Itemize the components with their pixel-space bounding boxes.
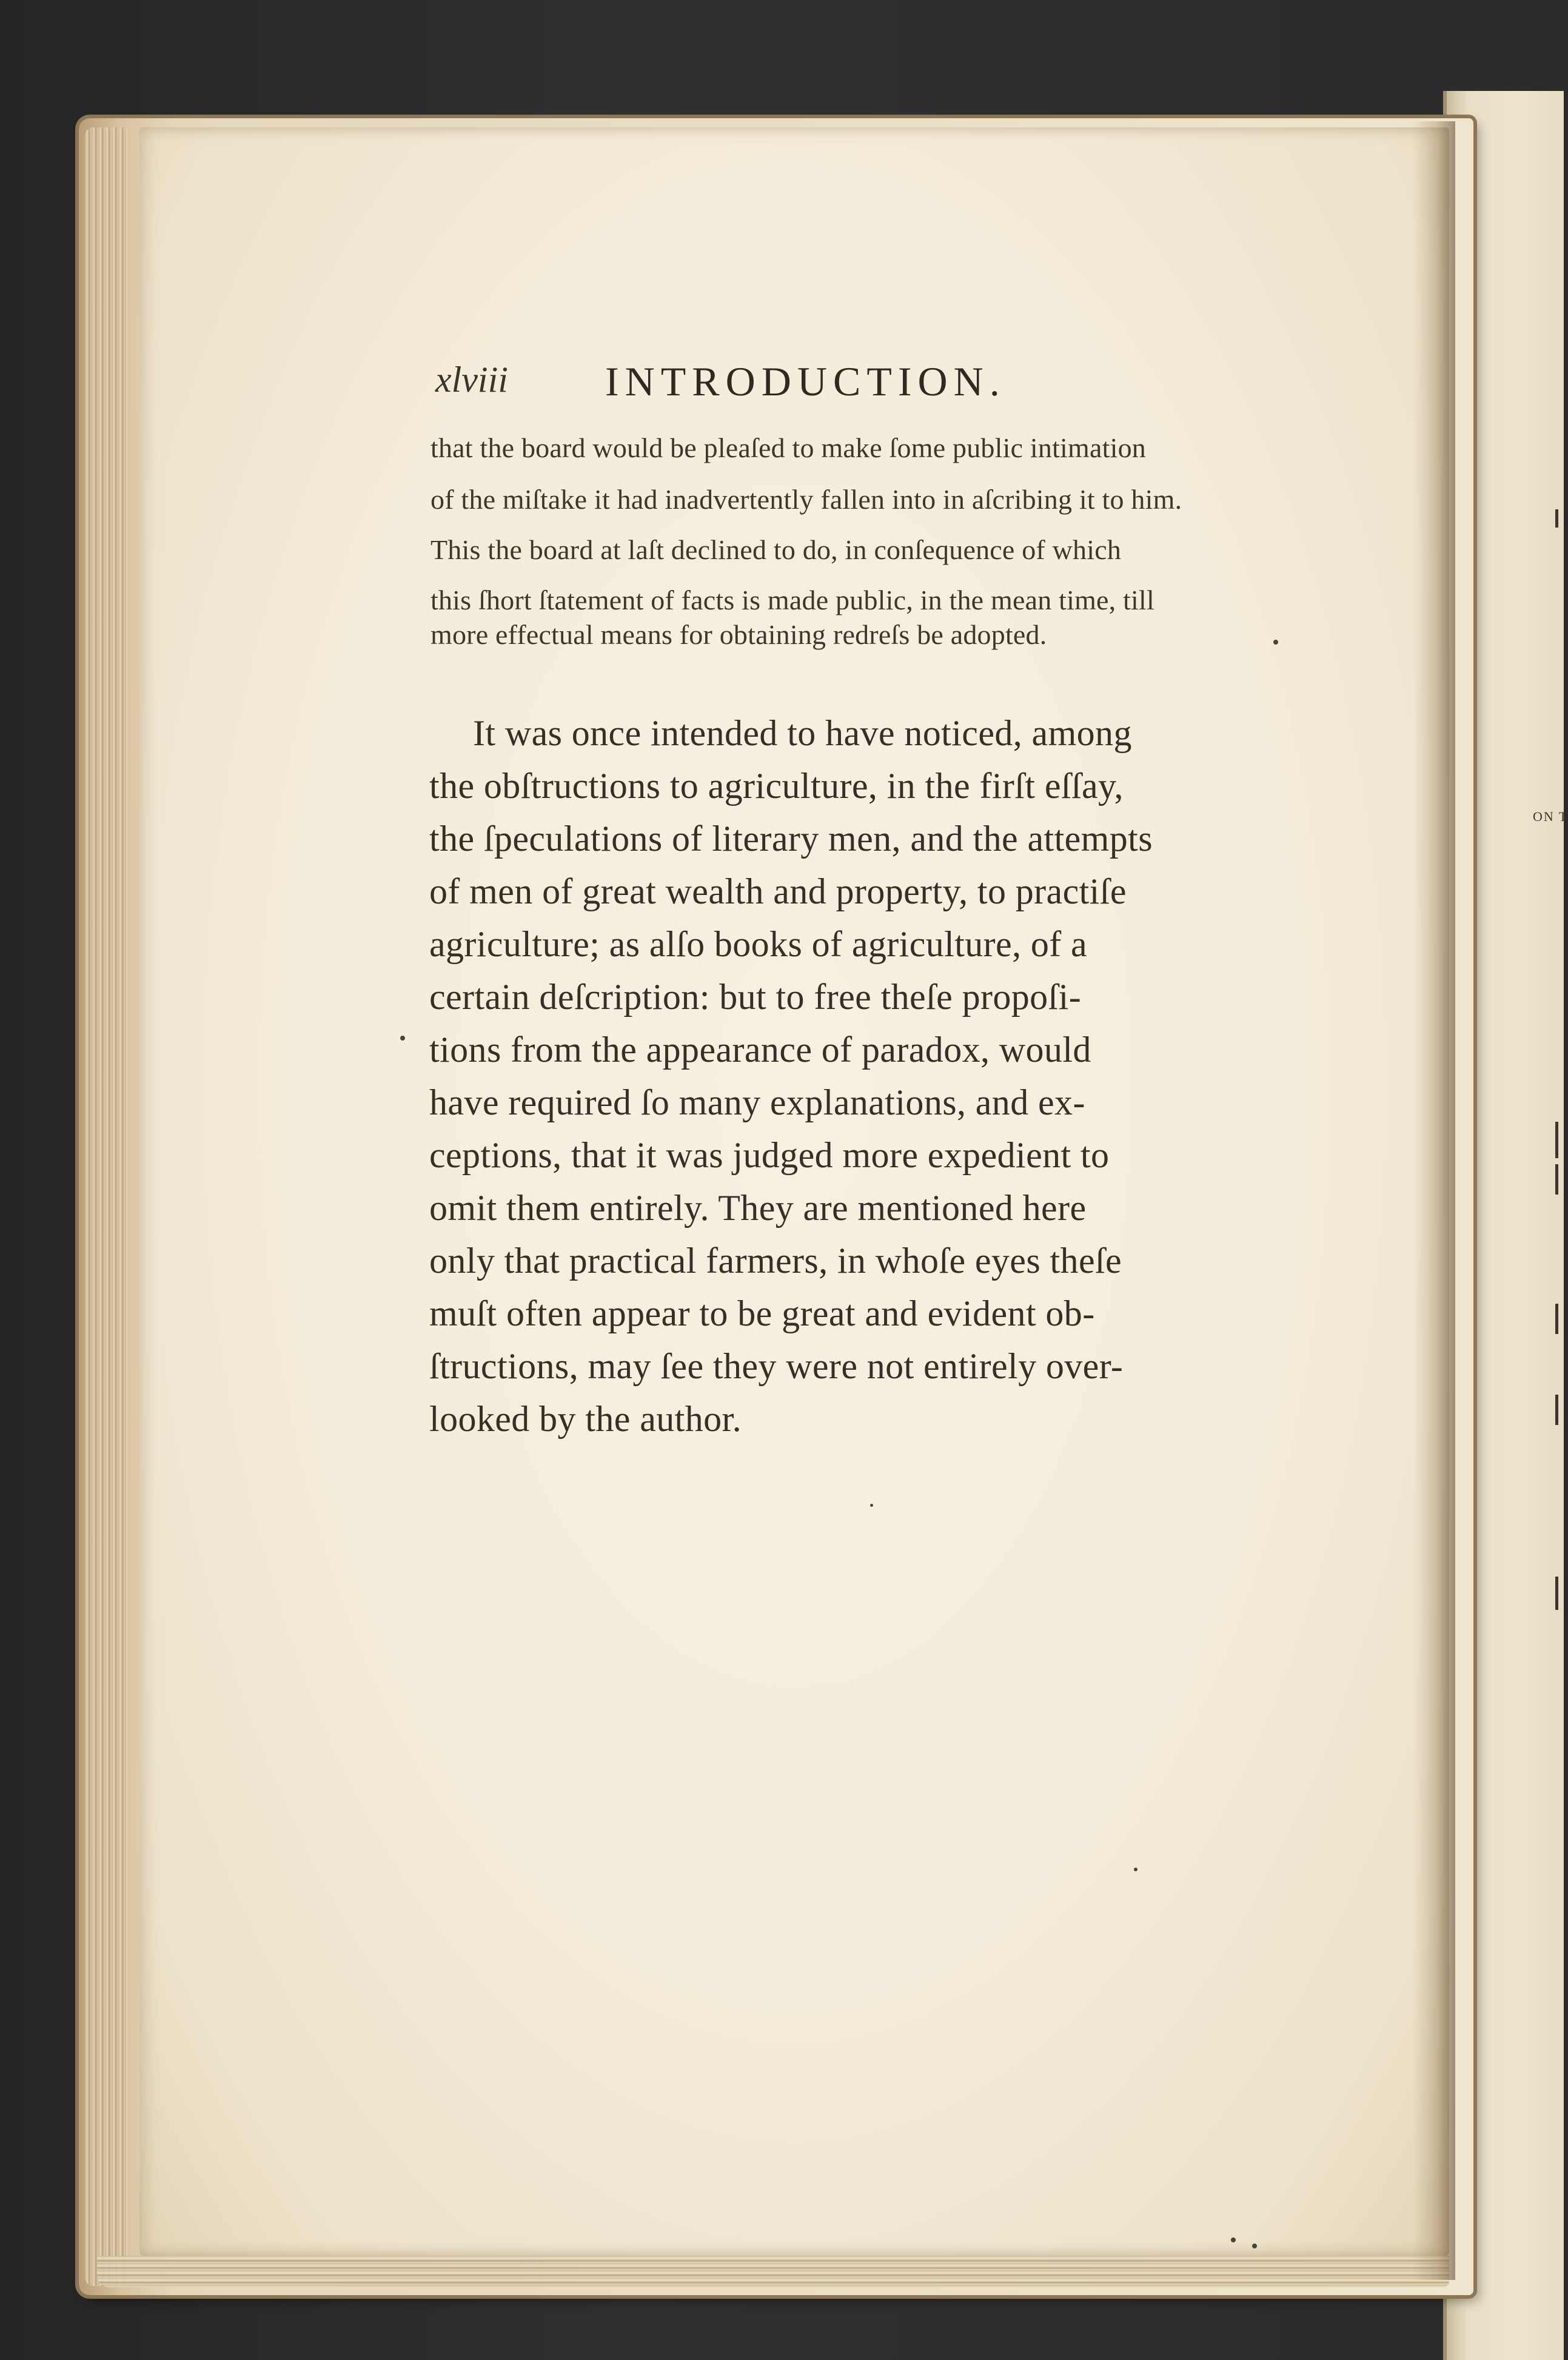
body-line: omit them entirely. They are mentioned here bbox=[429, 1188, 1087, 1228]
body-line: the obſtructions to agriculture, in the firſt eſſay, bbox=[429, 766, 1124, 806]
body-line: agriculture; as alſo books of agriculture, of a bbox=[429, 924, 1088, 964]
paper-speck bbox=[1273, 640, 1278, 645]
facing-page-letter-mark bbox=[1555, 1577, 1558, 1610]
facing-page-fragment: ON T bbox=[1533, 809, 1568, 824]
paper-speck bbox=[400, 1036, 405, 1041]
paper-speck bbox=[870, 1504, 873, 1507]
paper-speck bbox=[1231, 2238, 1236, 2242]
facing-page-letter-mark bbox=[1555, 1304, 1558, 1334]
facing-page-letter-mark bbox=[1555, 1164, 1558, 1195]
body-line: of men of great wealth and property, to practiſe bbox=[429, 871, 1127, 911]
note-line: this ſhort ſtatement of facts is made public, in the mean time, till bbox=[431, 585, 1154, 615]
note-line: more effectual means for obtaining redreſs be adopted. bbox=[431, 619, 1047, 650]
facing-page-letter-mark bbox=[1555, 1395, 1558, 1425]
body-line: tions from the appearance of paradox, would bbox=[429, 1030, 1091, 1070]
note-line: that the board would be pleaſed to make ſome public intimation bbox=[431, 432, 1146, 463]
note-line: This the board at laſt declined to do, in conſequence of which bbox=[431, 534, 1122, 565]
facing-page-letter-mark bbox=[1555, 1122, 1558, 1158]
running-head: INTRODUCTION. bbox=[605, 358, 1006, 404]
body-line: ſtructions, may ſee they were not entirely over- bbox=[429, 1346, 1124, 1386]
facing-page-letter-mark bbox=[1555, 509, 1558, 528]
body-line: muſt often appear to be great and evident ob- bbox=[429, 1293, 1095, 1333]
body-line: have required ſo many explanations, and ex- bbox=[429, 1082, 1085, 1122]
body-line: the ſpeculations of literary men, and the attempts bbox=[429, 819, 1153, 859]
page-number: xlviii bbox=[435, 360, 508, 400]
body-line: only that practical farmers, in whoſe eyes theſe bbox=[429, 1241, 1122, 1281]
body-line: certain deſcription: but to free theſe propoſi- bbox=[429, 977, 1082, 1017]
body-line: ceptions, that it was judged more expedient to bbox=[429, 1135, 1110, 1175]
page-edges-left bbox=[85, 127, 127, 2286]
page-edges-bottom bbox=[97, 2256, 1449, 2287]
note-line: of the miſtake it had inadvertently fallen into in aſcribing it to him. bbox=[431, 484, 1182, 515]
body-line: looked by the author. bbox=[429, 1399, 742, 1439]
gutter-shadow bbox=[1413, 121, 1455, 2280]
paper-speck bbox=[1134, 1868, 1137, 1871]
paper-speck bbox=[1252, 2244, 1257, 2248]
body-line: It was once intended to have noticed, among bbox=[473, 713, 1132, 753]
